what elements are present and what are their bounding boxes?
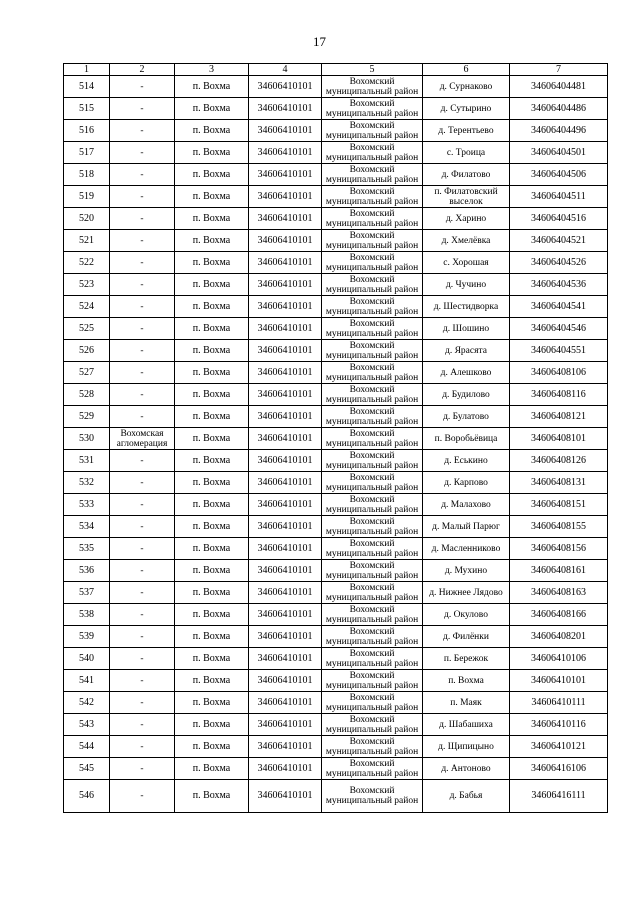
settlement-code-cell: 34606410101 [249, 494, 322, 516]
table-row [64, 164, 608, 186]
row-number-cell: 545 [64, 758, 110, 780]
agglomeration-cell: - [110, 450, 175, 472]
settlement-code-cell: 34606410101 [249, 208, 322, 230]
settlement-code-cell: 34606410101 [249, 274, 322, 296]
row-number-cell: 540 [64, 648, 110, 670]
settlement-cell: п. Вохма [175, 428, 249, 450]
row-number-cell: 528 [64, 384, 110, 406]
settlement-code-cell: 34606410101 [249, 450, 322, 472]
locality-cell: д. Нижнее Лядово [423, 582, 510, 604]
agglomeration-cell: - [110, 340, 175, 362]
row-number-cell: 527 [64, 362, 110, 384]
municipality-cell: Вохомский муниципальный район [322, 76, 423, 98]
row-number-cell: 543 [64, 714, 110, 736]
agglomeration-cell: - [110, 318, 175, 340]
municipality-cell: Вохомский муниципальный район [322, 758, 423, 780]
row-number-cell: 534 [64, 516, 110, 538]
table-row [64, 560, 608, 582]
settlement-cell: п. Вохма [175, 494, 249, 516]
municipality-cell: Вохомский муниципальный район [322, 648, 423, 670]
agglomeration-cell: - [110, 76, 175, 98]
municipality-cell: Вохомский муниципальный район [322, 472, 423, 494]
settlement-code-cell: 34606410101 [249, 428, 322, 450]
municipality-cell: Вохомский муниципальный район [322, 340, 423, 362]
table-row [64, 384, 608, 406]
table-row [64, 296, 608, 318]
row-number-cell: 530 [64, 428, 110, 450]
locality-cell: д. Карпово [423, 472, 510, 494]
locality-code-cell: 34606404546 [510, 318, 608, 340]
agglomeration-cell: - [110, 758, 175, 780]
agglomeration-cell: - [110, 516, 175, 538]
page-number: 17 [313, 34, 326, 49]
column-header: 4 [249, 64, 322, 76]
header-row [64, 64, 608, 76]
agglomeration-cell: - [110, 780, 175, 813]
settlement-code-cell: 34606410101 [249, 252, 322, 274]
agglomeration-cell: - [110, 362, 175, 384]
agglomeration-cell: - [110, 98, 175, 120]
settlement-cell: п. Вохма [175, 142, 249, 164]
table-row [64, 780, 608, 813]
table-row [64, 76, 608, 98]
table-row [64, 142, 608, 164]
agglomeration-cell: - [110, 230, 175, 252]
locality-code-cell: 34606408156 [510, 538, 608, 560]
locality-code-cell: 34606408151 [510, 494, 608, 516]
municipality-cell: Вохомский муниципальный район [322, 274, 423, 296]
row-number-cell: 529 [64, 406, 110, 428]
municipality-cell: Вохомский муниципальный район [322, 516, 423, 538]
locality-cell: д. Терентьево [423, 120, 510, 142]
locality-code-cell: 34606408131 [510, 472, 608, 494]
settlement-code-cell: 34606410101 [249, 538, 322, 560]
municipality-cell: Вохомский муниципальный район [322, 736, 423, 758]
municipality-cell: Вохомский муниципальный район [322, 318, 423, 340]
agglomeration-cell: - [110, 208, 175, 230]
settlement-cell: п. Вохма [175, 384, 249, 406]
locality-code-cell: 34606404501 [510, 142, 608, 164]
table-row [64, 714, 608, 736]
municipality-cell: Вохомский муниципальный район [322, 384, 423, 406]
settlement-cell: п. Вохма [175, 230, 249, 252]
municipality-cell: Вохомский муниципальный район [322, 604, 423, 626]
table-row [64, 516, 608, 538]
settlement-code-cell: 34606410101 [249, 472, 322, 494]
settlement-code-cell: 34606410101 [249, 692, 322, 714]
row-number-cell: 542 [64, 692, 110, 714]
settlement-code-cell: 34606410101 [249, 120, 322, 142]
settlement-cell: п. Вохма [175, 582, 249, 604]
locality-code-cell: 34606416106 [510, 758, 608, 780]
table-row [64, 494, 608, 516]
settlement-cell: п. Вохма [175, 164, 249, 186]
municipality-cell: Вохомский муниципальный район [322, 296, 423, 318]
settlement-cell: п. Вохма [175, 714, 249, 736]
locality-cell: п. Филатовский выселок [423, 186, 510, 208]
locality-cell: п. Вохма [423, 670, 510, 692]
table-row [64, 252, 608, 274]
settlement-cell: п. Вохма [175, 318, 249, 340]
settlement-cell: п. Вохма [175, 340, 249, 362]
settlement-cell: п. Вохма [175, 758, 249, 780]
agglomeration-cell: - [110, 626, 175, 648]
locality-code-cell: 34606408163 [510, 582, 608, 604]
locality-code-cell: 34606404506 [510, 164, 608, 186]
municipality-cell: Вохомский муниципальный район [322, 120, 423, 142]
table-row [64, 406, 608, 428]
locality-cell: д. Шабашиха [423, 714, 510, 736]
agglomeration-cell: - [110, 648, 175, 670]
settlement-code-cell: 34606410101 [249, 186, 322, 208]
row-number-cell: 538 [64, 604, 110, 626]
agglomeration-cell: - [110, 494, 175, 516]
locality-code-cell: 34606404486 [510, 98, 608, 120]
row-number-cell: 525 [64, 318, 110, 340]
locality-code-cell: 34606410106 [510, 648, 608, 670]
settlement-cell: п. Вохма [175, 736, 249, 758]
settlement-cell: п. Вохма [175, 274, 249, 296]
settlement-code-cell: 34606410101 [249, 582, 322, 604]
locality-code-cell: 34606404541 [510, 296, 608, 318]
table-row [64, 362, 608, 384]
table-row [64, 692, 608, 714]
table-row [64, 648, 608, 670]
locality-cell: д. Масленниково [423, 538, 510, 560]
settlement-cell: п. Вохма [175, 472, 249, 494]
settlement-cell: п. Вохма [175, 76, 249, 98]
municipality-cell: Вохомский муниципальный район [322, 142, 423, 164]
table-row [64, 472, 608, 494]
locality-cell: д. Ярасята [423, 340, 510, 362]
locality-cell: д. Окулово [423, 604, 510, 626]
row-number-cell: 521 [64, 230, 110, 252]
locality-code-cell: 34606408166 [510, 604, 608, 626]
settlement-cell: п. Вохма [175, 604, 249, 626]
settlement-code-cell: 34606410101 [249, 318, 322, 340]
agglomeration-cell: - [110, 164, 175, 186]
locality-cell: п. Воробьёвица [423, 428, 510, 450]
municipality-cell: Вохомский муниципальный район [322, 450, 423, 472]
column-header: 3 [175, 64, 249, 76]
row-number-cell: 524 [64, 296, 110, 318]
settlement-code-cell: 34606410101 [249, 296, 322, 318]
agglomeration-cell: - [110, 538, 175, 560]
municipality-cell: Вохомский муниципальный район [322, 714, 423, 736]
locality-code-cell: 34606404536 [510, 274, 608, 296]
settlement-code-cell: 34606410101 [249, 142, 322, 164]
row-number-cell: 533 [64, 494, 110, 516]
agglomeration-cell: - [110, 274, 175, 296]
locality-cell: д. Филатово [423, 164, 510, 186]
table-row [64, 208, 608, 230]
column-header: 5 [322, 64, 423, 76]
settlement-code-cell: 34606410101 [249, 736, 322, 758]
municipality-cell: Вохомский муниципальный район [322, 670, 423, 692]
locality-cell: д. Булатово [423, 406, 510, 428]
table-row [64, 98, 608, 120]
locality-code-cell: 34606404526 [510, 252, 608, 274]
row-number-cell: 539 [64, 626, 110, 648]
locality-cell: д. Алешково [423, 362, 510, 384]
settlement-cell: п. Вохма [175, 252, 249, 274]
settlements-table [63, 63, 608, 813]
locality-cell: д. Антоново [423, 758, 510, 780]
locality-cell: п. Маяк [423, 692, 510, 714]
settlement-cell: п. Вохма [175, 98, 249, 120]
row-number-cell: 515 [64, 98, 110, 120]
table-row [64, 736, 608, 758]
municipality-cell: Вохомский муниципальный район [322, 164, 423, 186]
row-number-cell: 522 [64, 252, 110, 274]
municipality-cell: Вохомский муниципальный район [322, 406, 423, 428]
table-row [64, 626, 608, 648]
settlement-cell: п. Вохма [175, 560, 249, 582]
agglomeration-cell: - [110, 186, 175, 208]
table-row [64, 318, 608, 340]
locality-code-cell: 34606404551 [510, 340, 608, 362]
agglomeration-cell: - [110, 582, 175, 604]
locality-cell: д. Хмелёвка [423, 230, 510, 252]
locality-code-cell: 34606404481 [510, 76, 608, 98]
locality-code-cell: 34606408101 [510, 428, 608, 450]
agglomeration-cell: - [110, 604, 175, 626]
agglomeration-cell: - [110, 142, 175, 164]
municipality-cell: Вохомский муниципальный район [322, 538, 423, 560]
row-number-cell: 531 [64, 450, 110, 472]
settlement-code-cell: 34606410101 [249, 362, 322, 384]
settlement-cell: п. Вохма [175, 186, 249, 208]
row-number-cell: 541 [64, 670, 110, 692]
table-row [64, 120, 608, 142]
settlement-cell: п. Вохма [175, 692, 249, 714]
row-number-cell: 546 [64, 780, 110, 813]
agglomeration-cell: - [110, 692, 175, 714]
municipality-cell: Вохомский муниципальный район [322, 780, 423, 813]
locality-cell: д. Чучино [423, 274, 510, 296]
municipality-cell: Вохомский муниципальный район [322, 560, 423, 582]
settlement-code-cell: 34606410101 [249, 714, 322, 736]
locality-cell: д. Шошино [423, 318, 510, 340]
agglomeration-cell: - [110, 296, 175, 318]
locality-cell: д. Сурнаково [423, 76, 510, 98]
table-header [64, 64, 608, 76]
settlement-cell: п. Вохма [175, 516, 249, 538]
locality-code-cell: 34606404521 [510, 230, 608, 252]
table-row [64, 538, 608, 560]
locality-code-cell: 34606408106 [510, 362, 608, 384]
locality-code-cell: 34606410101 [510, 670, 608, 692]
row-number-cell: 518 [64, 164, 110, 186]
settlement-code-cell: 34606410101 [249, 516, 322, 538]
locality-cell: п. Бережок [423, 648, 510, 670]
settlement-cell: п. Вохма [175, 538, 249, 560]
settlement-code-cell: 34606410101 [249, 230, 322, 252]
table-row [64, 186, 608, 208]
settlement-cell: п. Вохма [175, 362, 249, 384]
locality-cell: д. Сутырино [423, 98, 510, 120]
table-row [64, 670, 608, 692]
settlement-cell: п. Вохма [175, 780, 249, 813]
table-row [64, 758, 608, 780]
agglomeration-cell: - [110, 736, 175, 758]
settlement-code-cell: 34606410101 [249, 164, 322, 186]
locality-cell: д. Еськино [423, 450, 510, 472]
table-row [64, 230, 608, 252]
locality-cell: с. Хорошая [423, 252, 510, 274]
settlement-code-cell: 34606410101 [249, 384, 322, 406]
agglomeration-cell: - [110, 670, 175, 692]
settlement-cell: п. Вохма [175, 296, 249, 318]
municipality-cell: Вохомский муниципальный район [322, 362, 423, 384]
locality-cell: д. Малый Парюг [423, 516, 510, 538]
row-number-cell: 535 [64, 538, 110, 560]
municipality-cell: Вохомский муниципальный район [322, 208, 423, 230]
locality-cell: д. Мухино [423, 560, 510, 582]
table-row [64, 340, 608, 362]
municipality-cell: Вохомский муниципальный район [322, 692, 423, 714]
table-row [64, 428, 608, 450]
row-number-cell: 537 [64, 582, 110, 604]
row-number-cell: 532 [64, 472, 110, 494]
locality-cell: д. Филёнки [423, 626, 510, 648]
locality-cell: д. Харино [423, 208, 510, 230]
settlement-code-cell: 34606410101 [249, 758, 322, 780]
table-row [64, 604, 608, 626]
agglomeration-cell: - [110, 252, 175, 274]
locality-cell: с. Троица [423, 142, 510, 164]
agglomeration-cell: - [110, 120, 175, 142]
municipality-cell: Вохомский муниципальный район [322, 252, 423, 274]
municipality-cell: Вохомский муниципальный район [322, 98, 423, 120]
locality-code-cell: 34606408116 [510, 384, 608, 406]
agglomeration-cell: - [110, 406, 175, 428]
locality-code-cell: 34606408161 [510, 560, 608, 582]
column-header: 2 [110, 64, 175, 76]
locality-code-cell: 34606404516 [510, 208, 608, 230]
table-row [64, 450, 608, 472]
locality-code-cell: 34606408121 [510, 406, 608, 428]
table-row [64, 582, 608, 604]
settlement-code-cell: 34606410101 [249, 780, 322, 813]
settlement-code-cell: 34606410101 [249, 340, 322, 362]
settlement-cell: п. Вохма [175, 670, 249, 692]
row-number-cell: 526 [64, 340, 110, 362]
municipality-cell: Вохомский муниципальный район [322, 186, 423, 208]
row-number-cell: 519 [64, 186, 110, 208]
municipality-cell: Вохомский муниципальный район [322, 582, 423, 604]
row-number-cell: 520 [64, 208, 110, 230]
municipality-cell: Вохомский муниципальный район [322, 494, 423, 516]
municipality-cell: Вохомский муниципальный район [322, 428, 423, 450]
locality-code-cell: 34606408126 [510, 450, 608, 472]
locality-cell: д. Малахово [423, 494, 510, 516]
municipality-cell: Вохомский муниципальный район [322, 626, 423, 648]
column-header: 6 [423, 64, 510, 76]
row-number-cell: 544 [64, 736, 110, 758]
locality-code-cell: 34606416111 [510, 780, 608, 813]
settlement-code-cell: 34606410101 [249, 560, 322, 582]
row-number-cell: 536 [64, 560, 110, 582]
row-number-cell: 514 [64, 76, 110, 98]
locality-cell: д. Будилово [423, 384, 510, 406]
row-number-cell: 523 [64, 274, 110, 296]
row-number-cell: 517 [64, 142, 110, 164]
locality-cell: д. Шестидворка [423, 296, 510, 318]
table-row [64, 274, 608, 296]
locality-code-cell: 34606410121 [510, 736, 608, 758]
locality-cell: д. Бабья [423, 780, 510, 813]
locality-cell: д. Щипицыно [423, 736, 510, 758]
settlement-code-cell: 34606410101 [249, 648, 322, 670]
locality-code-cell: 34606408155 [510, 516, 608, 538]
settlement-code-cell: 34606410101 [249, 98, 322, 120]
row-number-cell: 516 [64, 120, 110, 142]
agglomeration-cell: - [110, 472, 175, 494]
table-body [64, 76, 608, 813]
settlement-code-cell: 34606410101 [249, 406, 322, 428]
settlement-cell: п. Вохма [175, 406, 249, 428]
settlement-cell: п. Вохма [175, 626, 249, 648]
settlement-code-cell: 34606410101 [249, 670, 322, 692]
municipality-cell: Вохомский муниципальный район [322, 230, 423, 252]
locality-code-cell: 34606410111 [510, 692, 608, 714]
settlement-cell: п. Вохма [175, 450, 249, 472]
column-header: 7 [510, 64, 608, 76]
agglomeration-cell: - [110, 714, 175, 736]
settlement-code-cell: 34606410101 [249, 604, 322, 626]
locality-code-cell: 34606404496 [510, 120, 608, 142]
agglomeration-cell: Вохомская агломерация [110, 428, 175, 450]
agglomeration-cell: - [110, 384, 175, 406]
locality-code-cell: 34606410116 [510, 714, 608, 736]
settlement-code-cell: 34606410101 [249, 626, 322, 648]
agglomeration-cell: - [110, 560, 175, 582]
settlement-cell: п. Вохма [175, 648, 249, 670]
column-header: 1 [64, 64, 110, 76]
locality-code-cell: 34606408201 [510, 626, 608, 648]
settlement-cell: п. Вохма [175, 120, 249, 142]
settlement-code-cell: 34606410101 [249, 76, 322, 98]
settlement-cell: п. Вохма [175, 208, 249, 230]
locality-code-cell: 34606404511 [510, 186, 608, 208]
